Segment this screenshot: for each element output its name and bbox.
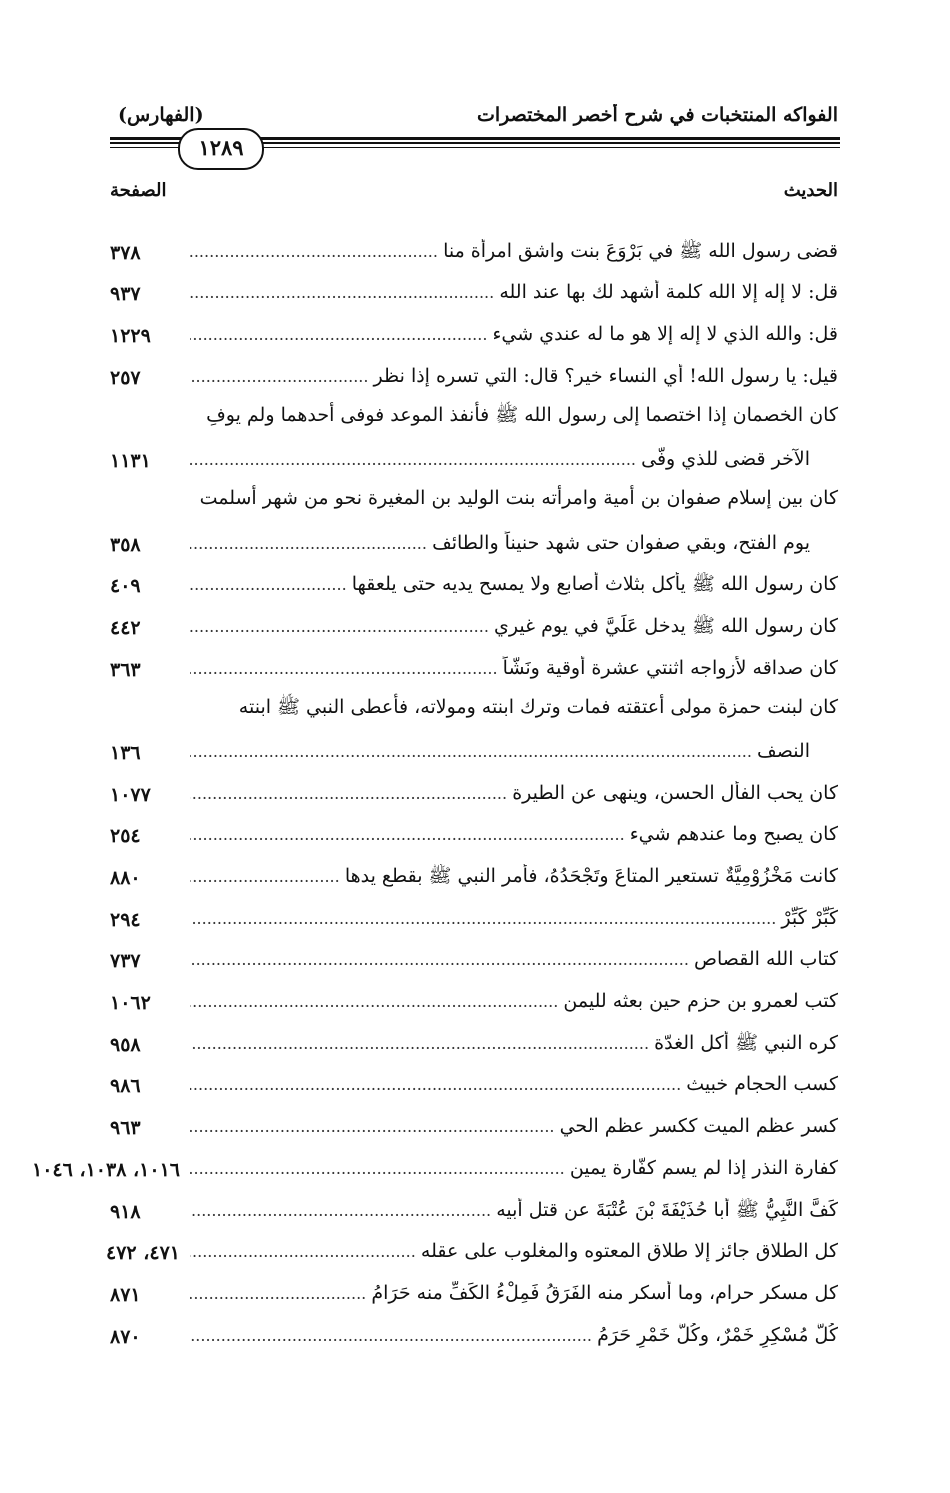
column-head-hadith: الحديث [783,180,838,201]
entry-page: ٩٨٦ [110,1075,141,1098]
index-entries [32,230,838,1356]
entry-text: كان يصبح وما عندهم شيء ..... [190,822,838,847]
entry-text: كان يحب الفأل الحسن، وينهى عن الطيرة ..... [190,781,838,806]
entry-text: كل الطلاق جائز إلا طلاق المعتوه والمغلوب على عقله ..... [190,1239,838,1264]
entry-text: كسب الحجام خبيث ..... [190,1072,838,1097]
index-entry [110,1314,838,1356]
entry-page: ٩٦٣ [110,1117,141,1140]
volume-label: (الفهارس) [118,104,204,126]
column-head-page: الصفحة [110,180,167,201]
entry-page: ٤٧١، ٤٧٢ [106,1242,180,1265]
index-entry [110,1105,838,1147]
entry-page: ٤٠٩ [110,575,141,598]
index-entry [110,855,838,897]
index-entry [110,1064,838,1106]
entry-text: قضى رسول الله ﷺ في بَرْوَعَ بنت واشق امرأة منا ..... [190,239,838,264]
entry-text-line1: كان بين إسلام صفوان بن أمية وامرأته بنت الوليد بن المغيرة نحو من شهر أسلمت [199,487,838,510]
index-entry [110,1272,838,1314]
entry-page: ٨٧١ [110,1283,141,1306]
entry-text: كَفَّ النَّبِيُّ ﷺ أبا حُذَيْفَةَ بْنَ عُتْبَةَ عن قتل أبيه ..... [190,1198,838,1223]
index-entry [110,605,838,647]
entry-page: ٢٥٧ [110,366,141,389]
index-entry [110,814,838,856]
entry-page: ١٠٦٢ [110,992,151,1015]
entry-page: ٣٦٣ [110,658,141,681]
entry-text: كتب لعمرو بن حزم حين بعثه لليمن ..... [190,989,838,1014]
entry-page: ٨٨٠ [110,867,141,890]
entry-text-line1: كان الخصمان إذا اختصما إلى رسول الله ﷺ فأنفذ الموعد فوفى أحدهما ولم يوفِ [206,403,838,426]
entry-text: يوم الفتح، وبقي صفوان حتى شهد حنيناً والطائف ..... [190,531,810,556]
index-entry [110,939,838,981]
index-entry [110,1189,838,1231]
index-entry [110,647,838,689]
entry-text: قل: لا إله إلا الله كلمة أشهد لك بها عند الله ..... [190,280,838,305]
entry-page: ١٠٧٧ [110,783,151,806]
entry-text: الآخر قضى للذي وفّى ..... [190,447,810,472]
entry-text: كتاب الله القصاص ..... [190,947,838,972]
entry-page: ٣٧٨ [110,241,141,264]
entry-text: كان رسول الله ﷺ يدخل عَلَيَّ في يوم غيري ..... [190,614,838,639]
entry-page: ٢٩٤ [110,908,141,931]
entry-text: كسر عظم الميت ككسر عظم الحي ..... [190,1114,838,1139]
entry-page: ٩٣٧ [110,283,141,306]
index-entry [110,272,838,314]
entry-page: ٤٤٢ [110,616,141,639]
entry-page: ٩١٨ [110,1200,141,1223]
entry-text: كَبِّرْ كَبِّرْ ..... [190,906,838,931]
entry-page: ١١٣١ [110,450,151,473]
entry-text: النصف ..... [190,739,810,764]
entry-page: ١٣٦ [110,741,141,764]
entry-text: قيل: يا رسول الله! أي النساء خير؟ قال: التي تسره إذا نظر ..... [190,364,838,389]
index-entry [110,313,838,355]
index-entry [110,772,838,814]
index-entry [110,480,838,563]
entry-text: كره النبي ﷺ أكل الغدّة ..... [190,1031,838,1056]
index-entry [110,355,838,397]
index-entry [106,1231,838,1273]
entry-text: كفارة النذر إذا لم يسم كفّارة يمين ..... [190,1156,838,1181]
entry-page: ٩٥٨ [110,1033,141,1056]
entry-text: كانت مَخْزُوْمِيَّةٌ تستعير المتاعَ وتَجْحَدُهُ، فأمر النبي ﷺ بقطع يدها ..... [190,864,838,889]
entry-text: كل مسكر حرام، وما أسكر منه الفَرَقُ فَمِلْءُ الكَفِّ منه حَرَامُ ..... [190,1281,838,1306]
entry-text: قل: والله الذي لا إله إلا هو ما له عندي شيء ..... [190,322,838,347]
index-entry [110,230,838,272]
entry-page: ٨٧٠ [110,1325,141,1348]
entry-text-line1: كان لبنت حمزة مولى أعتقته فمات وترك ابنته ومولاته، فأعطى النبي ﷺ ابنته [238,695,838,718]
index-entry [110,564,838,606]
page-number-badge: ١٢٨٩ [178,128,264,170]
entry-text: كان صداقه لأزواجه اثنتي عشرة أوقية ونَشّاً ..... [190,656,838,681]
index-entry [110,1022,838,1064]
index-entry [110,689,838,772]
entry-page: ٧٣٧ [110,950,141,973]
index-entry [110,980,838,1022]
entry-page: ١٢٢٩ [110,325,151,348]
entry-page: ٢٥٤ [110,825,141,848]
index-entry [32,1147,838,1189]
index-entry [110,397,838,480]
book-title: الفواكه المنتخبات في شرح أخصر المختصرات [476,104,838,126]
entry-text: كُلُّ مُسْكِرٍ خَمْرٌ، وكُلُّ خَمْرٍ حَرَمُ ..... [190,1323,838,1348]
index-entry [110,897,838,939]
entry-page: ٣٥٨ [110,533,141,556]
entry-page: ١٠١٦، ١٠٣٨، ١٠٤٦ [32,1158,180,1181]
entry-text: كان رسول الله ﷺ يأكل بثلاث أصابع ولا يمسح يديه حتى يلعقها ..... [190,572,838,597]
